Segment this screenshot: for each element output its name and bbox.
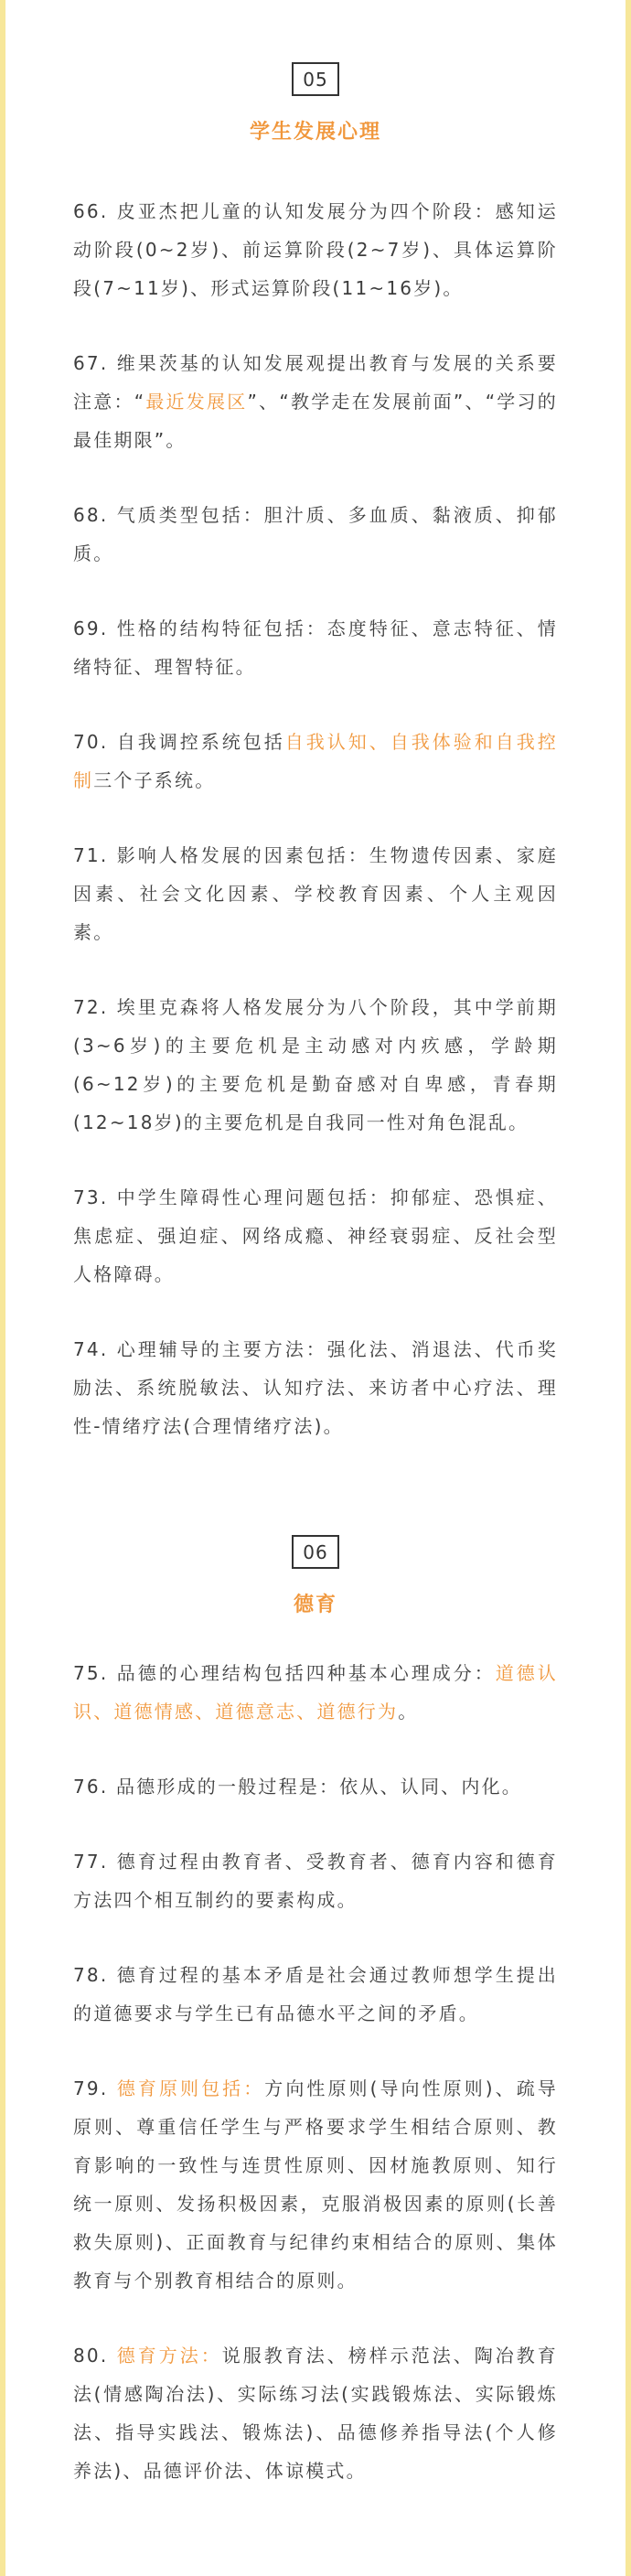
item-text: ”、“教学走在发展前面”、“学习的最佳期限”。	[73, 391, 558, 451]
item-text: 67. 维果茨基的认知发展观提出教育与发展的关系要注意：“	[73, 352, 558, 413]
highlighted-text: 最近发展区	[145, 391, 248, 413]
highlighted-text: 德育原则包括：	[116, 2077, 265, 2099]
section-header-06	[73, 1535, 558, 1617]
list-item	[73, 192, 558, 307]
item-text: 75. 品德的心理结构包括四种基本心理成分：	[73, 1662, 496, 1684]
item-text: 。	[398, 1701, 419, 1723]
item-text: 74. 心理辅导的主要方法：强化法、消退法、代币奖励法、系统脱敏法、认知疗法、来访者中心疗法、理性-情绪疗法(合理情绪疗法)。	[73, 1338, 558, 1437]
highlighted-text: 德育方法：	[116, 2345, 222, 2367]
item-text: 说服教育法、榜样示范法、陶冶教育法(情感陶冶法)、实际练习法(实践锻炼法、实际锻炼法、指导实践法、锻炼法)、品德修养指导法(个人修养法)、品德评价法、体谅模式。	[73, 2345, 559, 2482]
item-text: 71. 影响人格发展的因素包括：生物遗传因素、家庭因素、社会文化因素、学校教育因素、个人主观因素。	[73, 844, 558, 943]
list-item	[73, 496, 558, 573]
list-item	[73, 836, 558, 951]
section-number-badge: 06	[292, 1535, 338, 1569]
highlighted-text: 自我认知、自我体验和自我控制	[73, 731, 558, 791]
section-header-05	[73, 62, 558, 145]
item-text: 77. 德育过程由教育者、受教育者、德育内容和德育方法四个相互制约的要素构成。	[73, 1851, 558, 1911]
list-item	[73, 2336, 558, 2490]
right-decorative-rail	[626, 0, 631, 2576]
item-text: 80.	[73, 2345, 117, 2367]
list-item	[73, 1330, 558, 1445]
item-text: 68. 气质类型包括：胆汁质、多血质、黏液质、抑郁质。	[73, 504, 558, 564]
item-text: 76. 品德形成的一般过程是：依从、认同、内化。	[73, 1776, 522, 1798]
list-item	[73, 988, 558, 1142]
section-items-05	[73, 192, 558, 1482]
section-title: 德育	[293, 1594, 337, 1616]
item-text: 79.	[73, 2077, 117, 2099]
left-decorative-rail	[0, 0, 5, 2576]
list-item	[73, 1654, 558, 1731]
item-text: 72. 埃里克森将人格发展分为八个阶段，其中学前期(3~6岁)的主要危机是主动感对内疚感，学龄期(6~12岁)的主要危机是勤奋感对自卑感，青春期(12~18岁)的主要危机是自我同一性对角色混乱。	[73, 996, 558, 1133]
item-text: 69. 性格的结构特征包括：态度特征、意志特征、情绪特征、理智特征。	[73, 617, 558, 678]
item-text: 78. 德育过程的基本矛盾是社会通过教师想学生提出的道德要求与学生已有品德水平之间的矛盾。	[73, 1964, 558, 2024]
item-text: 70. 自我调控系统包括	[73, 731, 285, 753]
list-item	[73, 1842, 558, 1919]
section-title: 学生发展心理	[249, 121, 381, 144]
list-item	[73, 723, 558, 800]
highlighted-text: 道德认识、道德情感、道德意志、道德行为	[73, 1662, 558, 1723]
section-number-badge: 05	[292, 62, 338, 96]
section-items-06	[73, 1654, 558, 2527]
list-item	[73, 1178, 558, 1293]
list-item	[73, 609, 558, 686]
list-item	[73, 2069, 558, 2300]
item-text: 三个子系统。	[93, 769, 216, 791]
list-item	[73, 1956, 558, 2033]
list-item	[73, 1767, 558, 1806]
item-text: 66. 皮亚杰把儿童的认知发展分为四个阶段：感知运动阶段(0~2岁)、前运算阶段(2~7岁)、具体运算阶段(7~11岁)、形式运算阶段(11~16岁)。	[73, 200, 558, 299]
item-text: 73. 中学生障碍性心理问题包括：抑郁症、恐惧症、焦虑症、强迫症、网络成瘾、神经衰弱症、反社会型人格障碍。	[73, 1186, 558, 1285]
list-item	[73, 344, 558, 459]
item-text: 方向性原则(导向性原则)、疏导原则、尊重信任学生与严格要求学生相结合原则、教育影响的一致性与连贯性原则、因材施教原则、知行统一原则、发扬积极因素，克服消极因素的原则(长善救失原则)、正面教育与纪律约束相结合的原则、集体教育与个别教育相结合的原则。	[73, 2077, 559, 2292]
